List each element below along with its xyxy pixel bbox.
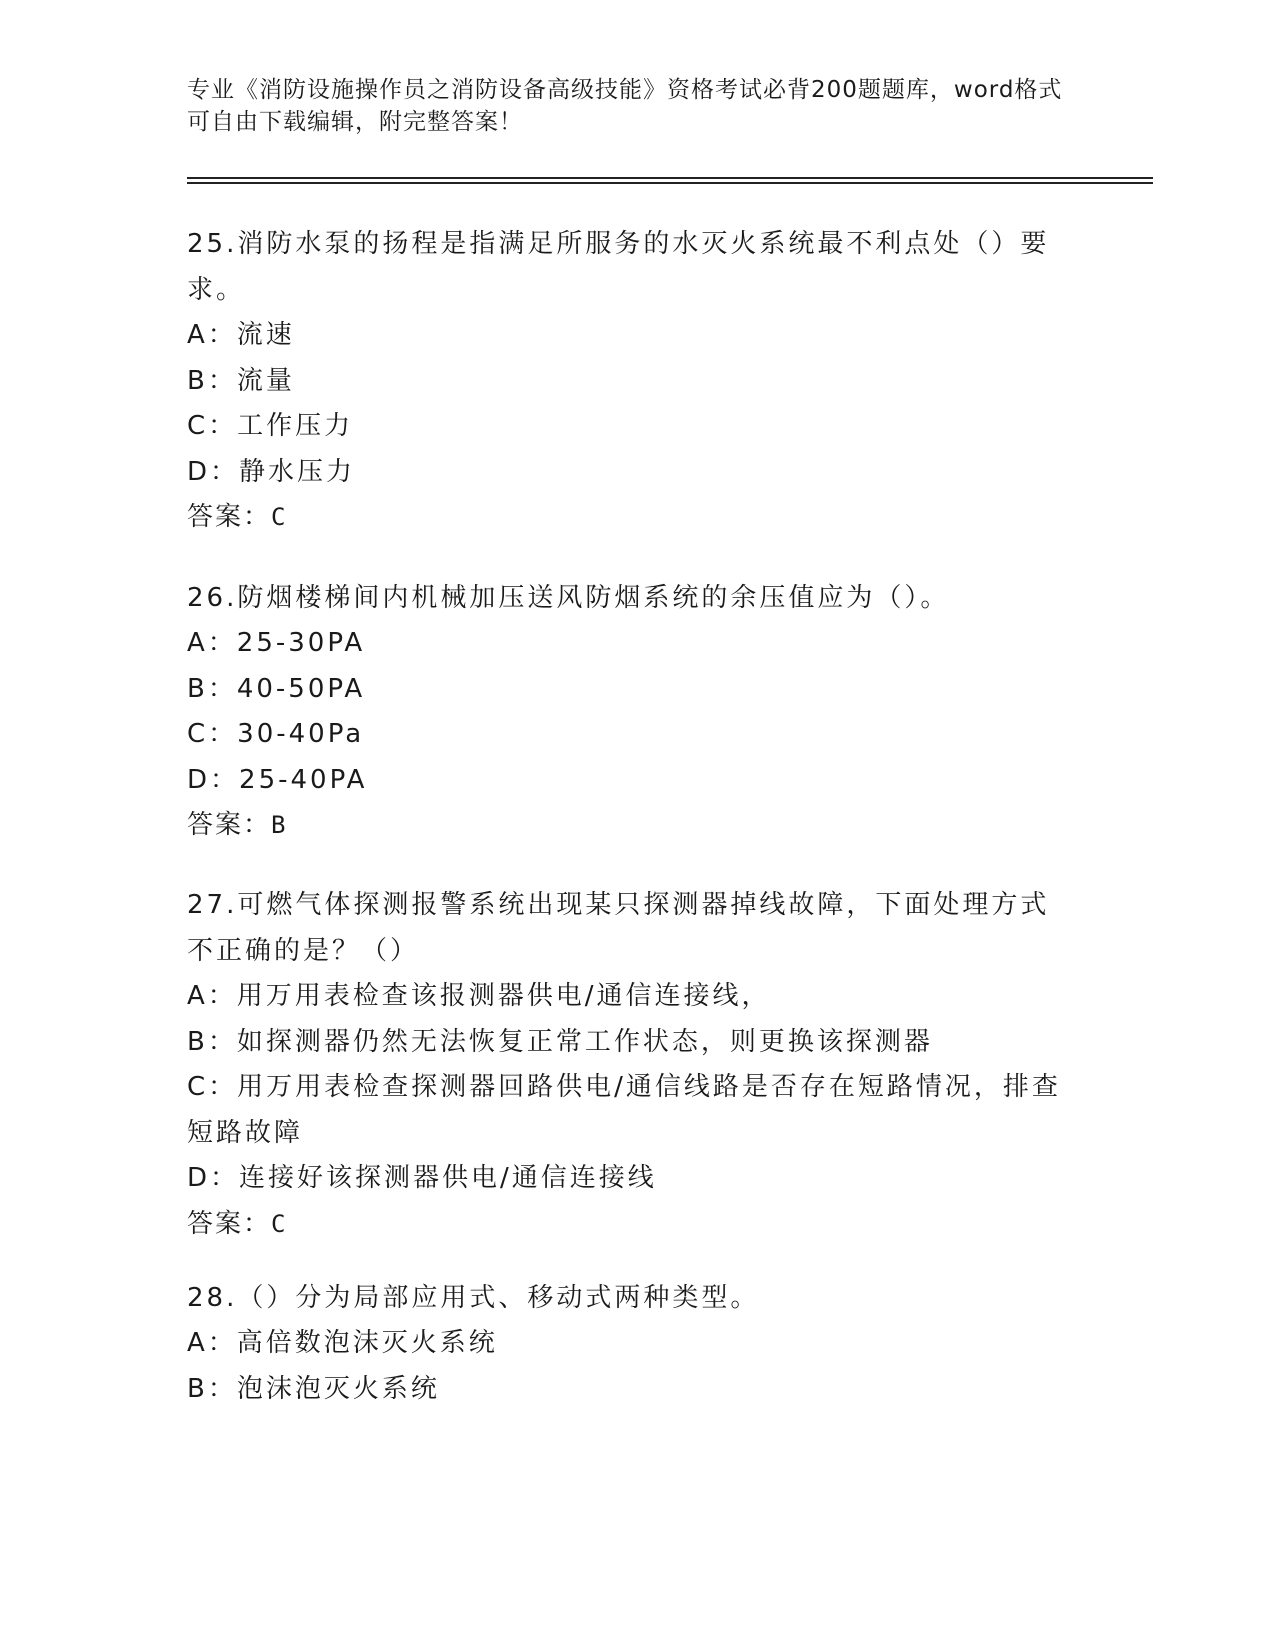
answer-label: 答案： bbox=[187, 1208, 272, 1239]
option-b: B：如探测器仍然无法恢复正常工作状态，则更换该探测器 bbox=[187, 1026, 933, 1057]
answer-line bbox=[187, 495, 1067, 541]
option-b: B：流量 bbox=[187, 365, 295, 396]
question-stem: 28.（）分为局部应用式、移动式两种类型。 bbox=[187, 1283, 760, 1313]
option-b: B：泡沫泡灭火系统 bbox=[187, 1373, 440, 1404]
option-d: D：静水压力 bbox=[187, 456, 356, 487]
header-divider-top bbox=[187, 177, 1153, 179]
question-28 bbox=[187, 1275, 1067, 1412]
question-stem: 27.可燃气体探测报警系统出现某只探测器掉线故障，下面处理方式不正确的是？（） bbox=[187, 890, 1050, 966]
question-stem: 26.防烟楼梯间内机械加压送风防烟系统的余压值应为（）。 bbox=[187, 583, 950, 613]
option-a: A：高倍数泡沫灭火系统 bbox=[187, 1328, 498, 1358]
question-26 bbox=[187, 575, 1067, 849]
option-a: A：用万用表检查该报测器供电/通信连接线， bbox=[187, 981, 771, 1011]
option-d: D：连接好该探测器供电/通信连接线 bbox=[187, 1163, 657, 1193]
question-27 bbox=[187, 882, 1067, 1247]
option-c: C：工作压力 bbox=[187, 411, 354, 441]
question-stem: 25.消防水泵的扬程是指满足所服务的水灭火系统最不利点处（）要求。 bbox=[187, 229, 1050, 305]
option-a: A：25-30PA bbox=[187, 628, 366, 658]
answer-value: C bbox=[271, 1209, 288, 1238]
question-25 bbox=[187, 221, 1067, 541]
option-d: D：25-40PA bbox=[187, 764, 368, 795]
answer-line bbox=[187, 803, 1067, 849]
answer-value: B bbox=[271, 811, 288, 839]
header-divider-bottom bbox=[187, 182, 1153, 184]
option-c: C：用万用表检查探测器回路供电/通信线路是否存在短路情况，排查短路故障 bbox=[187, 1072, 1061, 1148]
answer-label: 答案： bbox=[187, 502, 272, 532]
option-a: A：流速 bbox=[187, 320, 295, 350]
answer-label: 答案： bbox=[187, 810, 272, 840]
answer-value: C bbox=[271, 503, 288, 531]
answer-line bbox=[187, 1202, 1067, 1248]
option-c: C：30-40Pa bbox=[187, 719, 365, 749]
option-b: B：40-50PA bbox=[187, 673, 366, 704]
document-header: 专业《消防设施操作员之消防设备高级技能》资格考试必背200题题库，word格式可自由下载编辑，附完整答案！ bbox=[187, 77, 1063, 135]
